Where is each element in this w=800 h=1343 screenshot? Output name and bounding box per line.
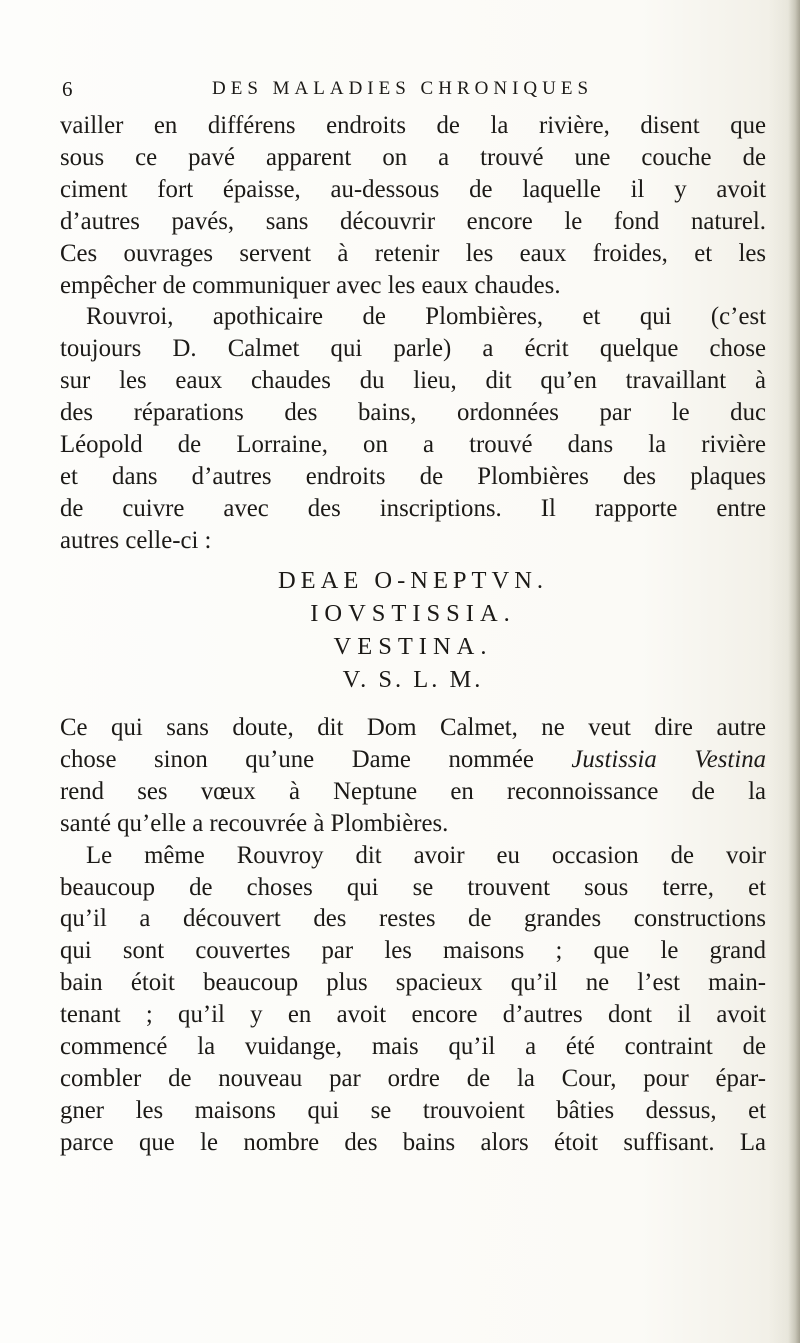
text-line: rend ses vœux à Neptune en reconnoissance de la: [60, 777, 766, 805]
inscription-line-3: VESTINA.: [333, 633, 493, 660]
text-segment: chose sinon qu’une Dame nommée: [60, 745, 572, 773]
text-line: bain étoit beaucoup plus spacieux qu’il ne l’est main-: [60, 969, 766, 997]
text-line: beaucoup de choses qui se trouvent sous terre, et: [60, 873, 766, 901]
text-line-with-names: [60, 744, 766, 776]
inscription-line-2: IOVSTISSIA.: [310, 600, 516, 627]
inscription-line-1: DEAE O-NEPTVN.: [277, 567, 549, 594]
inscription-line-4: V. S. L. M.: [342, 666, 484, 693]
paragraph-1: [60, 110, 766, 301]
text-line: Ce qui sans doute, dit Dom Calmet, ne veut dire autre: [60, 714, 766, 741]
text-line: Léopold de Lorraine, on a trouvé dans la rivière: [60, 431, 766, 459]
text-line: tenant ; qu’il y en avoit encore d’autres dont il avoit: [60, 1001, 766, 1029]
text-line: santé qu’elle a recouvrée à Plombières.: [60, 809, 449, 837]
text-line: gner les maisons qui se trouvoient bâties dessus, et: [60, 1096, 766, 1124]
paragraph-4: [60, 840, 766, 1159]
text-line: Ces ouvrages servent à retenir les eaux froides, et les: [60, 239, 766, 267]
text-line: autres celle-ci :: [60, 526, 212, 554]
text-line: commencé la vuidange, mais qu’il a été contraint de: [60, 1033, 766, 1061]
name-vestina: Vestina: [694, 745, 767, 773]
text-line: et dans d’autres endroits de Plombières des plaques: [60, 462, 766, 490]
running-header: [60, 77, 760, 107]
paragraph-2: [60, 301, 766, 556]
body-text: [60, 110, 766, 557]
text-line: des réparations des bains, ordonnées par le duc: [60, 399, 766, 427]
text-line: vailler en différens endroits de la rivière, disent que: [60, 112, 766, 139]
paragraph-3: [60, 712, 766, 840]
text-line: sous ce pavé apparent on a trouvé une couche de: [60, 143, 766, 171]
text-segment: [657, 746, 695, 773]
text-line: qu’il a découvert des restes de grandes constructions: [60, 905, 766, 933]
page-number: 6: [62, 77, 75, 101]
text-line: combler de nouveau par ordre de la Cour, pour épar-: [60, 1064, 766, 1092]
text-line: parce que le nombre des bains alors étoit suffisant. La: [60, 1128, 766, 1156]
text-line: empêcher de communiquer avec les eaux chaudes.: [60, 271, 561, 299]
text-line: de cuivre avec des inscriptions. Il rapporte entre: [60, 494, 766, 522]
body-text-continued: [60, 712, 766, 1159]
running-title: DES MALADIES CHRONIQUES: [212, 78, 594, 99]
text-line: d’autres pavés, sans découvrir encore le fond naturel.: [60, 207, 766, 235]
page-edge-shadow: [788, 0, 800, 1343]
text-line: ciment fort épaisse, au-dessous de laquelle il y avoit: [60, 175, 766, 203]
text-line: Le même Rouvroy dit avoir eu occasion de voir: [86, 841, 766, 869]
name-justissia: Justissia: [571, 745, 657, 773]
text-line: toujours D. Calmet qui parle) a écrit quelque chose: [60, 335, 766, 363]
text-line: sur les eaux chaudes du lieu, dit qu’en travaillant à: [60, 367, 766, 395]
text-line: Rouvroi, apothicaire de Plombières, et qui (c’est: [86, 303, 766, 331]
text-line: qui sont couvertes par les maisons ; que le grand: [60, 937, 766, 965]
